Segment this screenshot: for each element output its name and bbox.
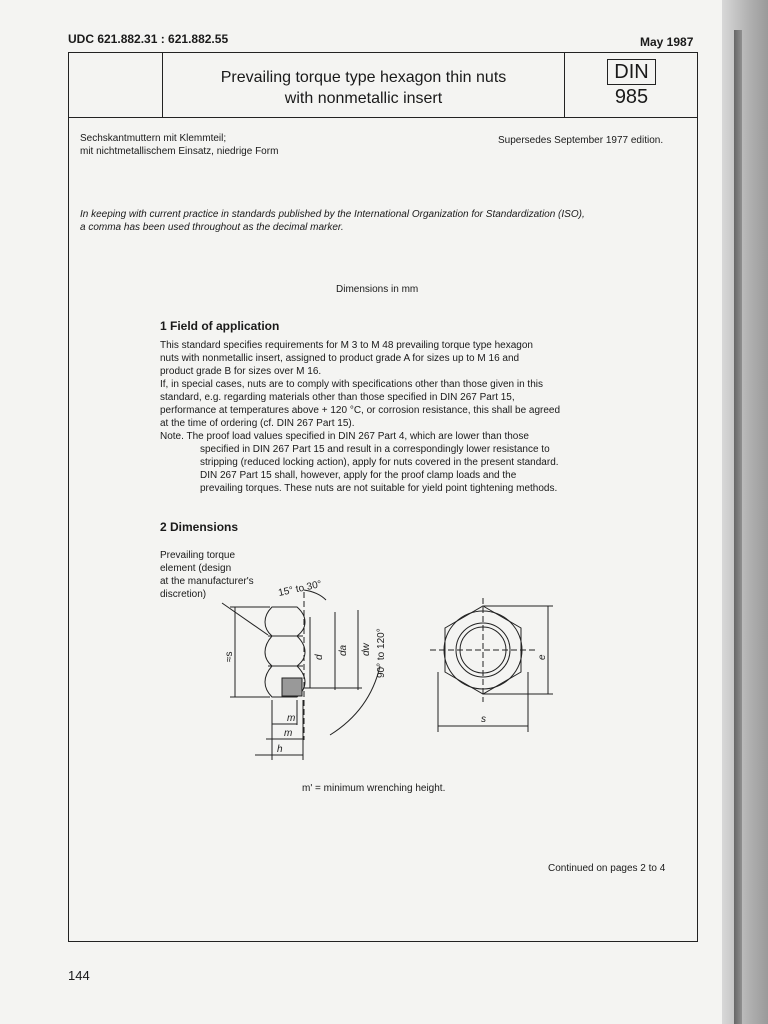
german-title-line-1: Sechskantmuttern mit Klemmteil; [80, 133, 227, 144]
label-m: m [284, 728, 293, 739]
wrenching-height-footnote: m' = minimum wrenching height. [302, 783, 446, 794]
label-dw: dw [361, 643, 372, 656]
label-s: s [481, 714, 486, 725]
din-number: 985 [614, 86, 649, 108]
page-number: 144 [68, 968, 90, 983]
label-e: e [537, 654, 548, 660]
body-line: at the time of ordering (cf. DIN 267 Part 15). [160, 418, 355, 429]
issue-date: May 1987 [640, 35, 694, 49]
angle-arc-side [330, 666, 380, 735]
body-line: This standard specifies requirements for M 3 to M 48 prevailing torque type hexagon [160, 340, 533, 351]
angle-side-label: 90° to 120° [376, 628, 387, 678]
body-line: product grade B for sizes over M 16. [160, 366, 322, 377]
label-da: da [338, 644, 349, 656]
section-2-heading: 2 Dimensions [160, 520, 239, 534]
body-line: If, in special cases, nuts are to comply with specifications other than those given in this [160, 379, 543, 390]
title-line-2: with nonmetallic insert [284, 90, 443, 107]
note-line: DIN 267 Part 15 shall, however, apply for the proof clamp loads and the [200, 470, 517, 481]
label-ss: ≈s [224, 651, 235, 662]
body-line: standard, e.g. regarding materials other than those specified in DIN 267 Part 15, [160, 392, 515, 403]
label-m-prime: m' [287, 713, 298, 724]
leader-line [222, 603, 268, 635]
note-line: prevailing torques. These nuts are not suitable for yield point tightening methods. [200, 483, 558, 494]
bore-circle [456, 623, 510, 677]
label-d: d [314, 654, 325, 660]
body-line: performance at temperatures above + 120 °C, or corrosion resistance, this shall be agreed [160, 405, 561, 416]
section-1-heading: 1 Field of application [160, 319, 280, 333]
binding-shadow [734, 30, 742, 1024]
body-line: nuts with nonmetallic insert, assigned to product grade A for sizes up to M 16 and [160, 353, 520, 364]
label-line: Prevailing torque [160, 550, 236, 561]
din-logo: DIN [607, 59, 655, 85]
iso-note-line-2: a comma has been used throughout as the decimal marker. [80, 222, 344, 233]
dimensions-unit-note: Dimensions in mm [336, 284, 419, 295]
label-line: element (design [160, 563, 232, 574]
angle-top-label: 15° to 30° [277, 578, 323, 599]
label-line: discretion) [160, 589, 207, 600]
note-line: specified in DIN 267 Part 15 and result in a correspondingly lower resistance to [200, 444, 550, 455]
continued-note: Continued on pages 2 to 4 [548, 863, 666, 874]
page-edge-shadow [722, 0, 768, 1024]
udc-code: UDC 621.882.31 : 621.882.55 [68, 32, 229, 46]
supersedes-note: Supersedes September 1977 edition. [498, 135, 664, 146]
label-h: h [277, 744, 283, 755]
title-line-1: Prevailing torque type hexagon thin nuts [220, 69, 507, 86]
nonmetallic-insert [282, 678, 302, 696]
german-title-line-2: mit nichtmetallischem Einsatz, niedrige Form [80, 146, 279, 157]
note-line: stripping (reduced locking action), apply for nuts covered in the present standard. [200, 457, 559, 468]
note-line: Note. The proof load values specified in DIN 267 Part 4, which are lower than those [160, 431, 529, 442]
label-line: at the manufacturer's [160, 576, 254, 587]
iso-note-line-1: In keeping with current practice in standards published by the International Organization for Standardization (ISO), [80, 209, 585, 220]
